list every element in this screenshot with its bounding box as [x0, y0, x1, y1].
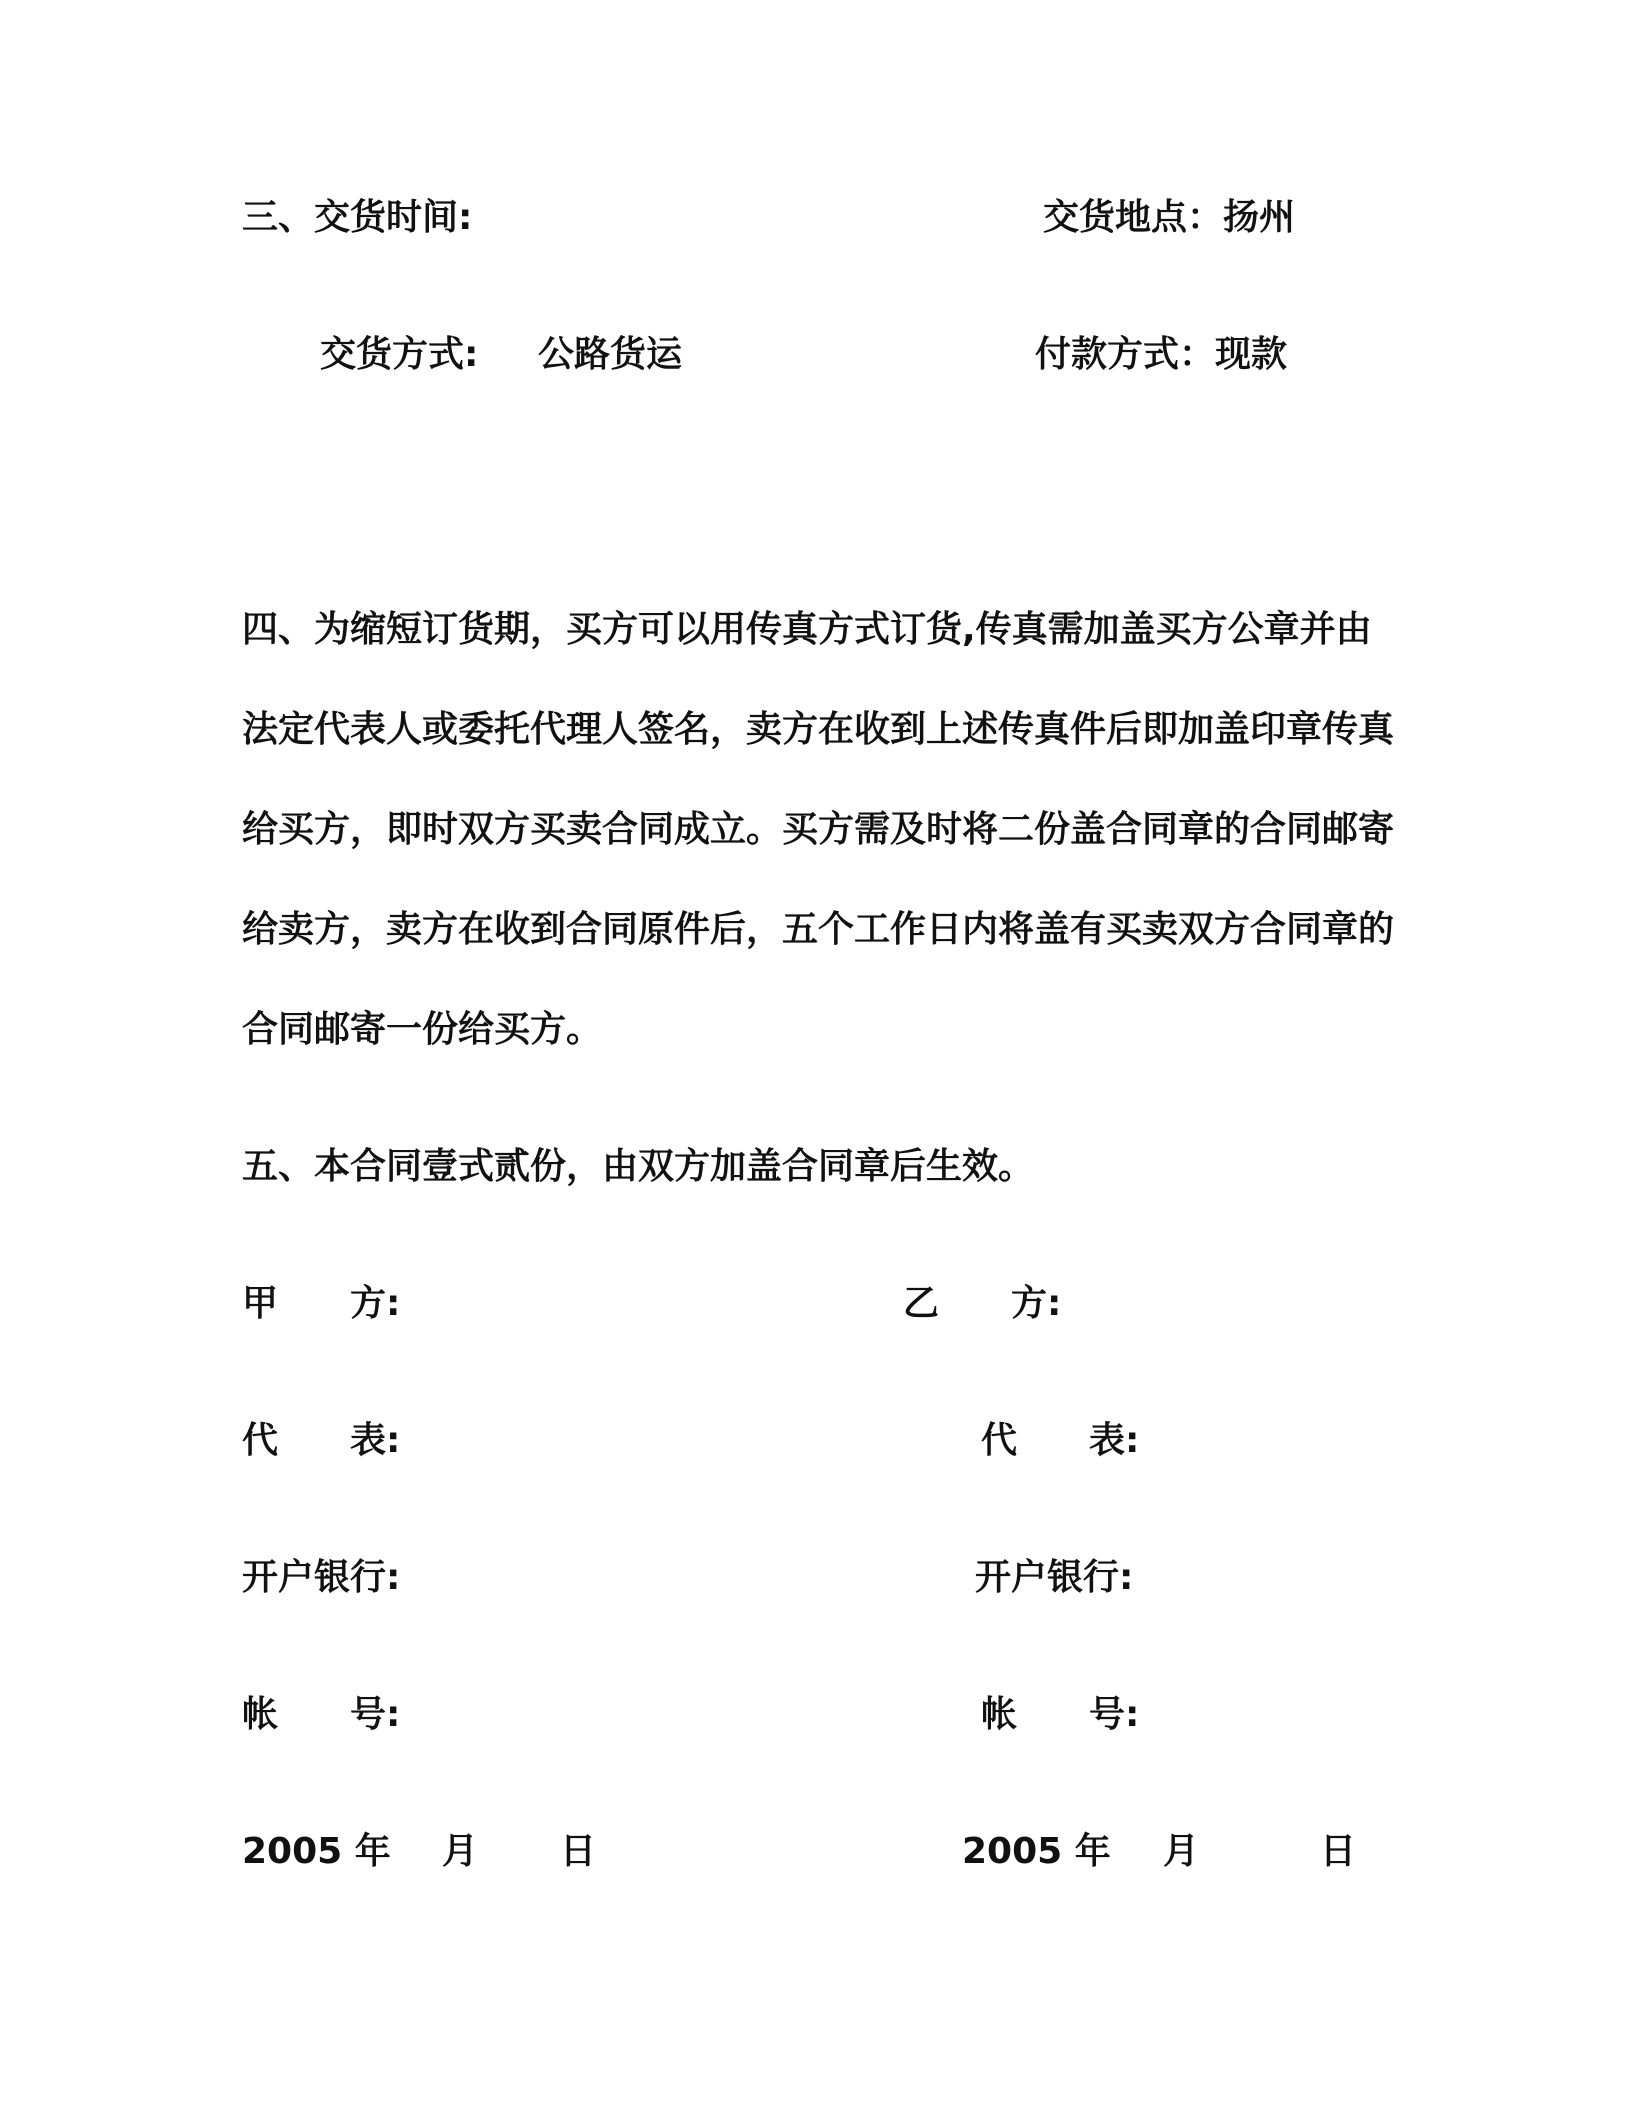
delivery-method-label: 交货方式: [320, 334, 479, 375]
party-b-date-day: 日 [1320, 1831, 1357, 1872]
section4-line-4: 给卖方，卖方在收到合同原件后，五个工作日内将盖有买卖双方合同章的 [242, 909, 1395, 950]
section4-line-2: 法定代表人或委托代理人签名，卖方在收到上述传真件后即加盖印章传真 [242, 709, 1395, 750]
party-a-date-year: 2005 年 [242, 1831, 391, 1872]
section4-line-3: 给买方，即时双方买卖合同成立。买方需及时将二份盖合同章的合同邮寄 [242, 809, 1395, 850]
party-a-date-month: 月 [442, 1831, 479, 1872]
party-a-rep-label: 代 表: [242, 1420, 401, 1461]
payment-method: 付款方式：现款 [1035, 334, 1288, 375]
party-a-bank-label: 开户银行: [242, 1557, 401, 1598]
delivery-place: 交货地点：扬州 [1043, 197, 1296, 238]
party-a-date-day: 日 [560, 1831, 597, 1872]
delivery-method-value: 公路货运 [538, 334, 683, 375]
party-b-rep-label: 代 表: [981, 1420, 1140, 1461]
party-b-date-year: 2005 年 [962, 1831, 1111, 1872]
party-a-label: 甲 方: [242, 1283, 401, 1324]
delivery-time-label: 三、交货时间: [242, 197, 473, 238]
section4-line-1: 四、为缩短订货期，买方可以用传真方式订货,传真需加盖买方公章并由 [242, 609, 1372, 650]
party-b-date-month: 月 [1163, 1831, 1200, 1872]
party-b-account-label: 帐 号: [981, 1694, 1140, 1735]
party-a-account-label: 帐 号: [242, 1694, 401, 1735]
party-b-label: 乙 方: [903, 1283, 1062, 1324]
party-b-bank-label: 开户银行: [975, 1557, 1134, 1598]
section5-text: 五、本合同壹式贰份，由双方加盖合同章后生效。 [242, 1146, 1035, 1187]
section4-line-5: 合同邮寄一份给买方。 [242, 1009, 603, 1050]
